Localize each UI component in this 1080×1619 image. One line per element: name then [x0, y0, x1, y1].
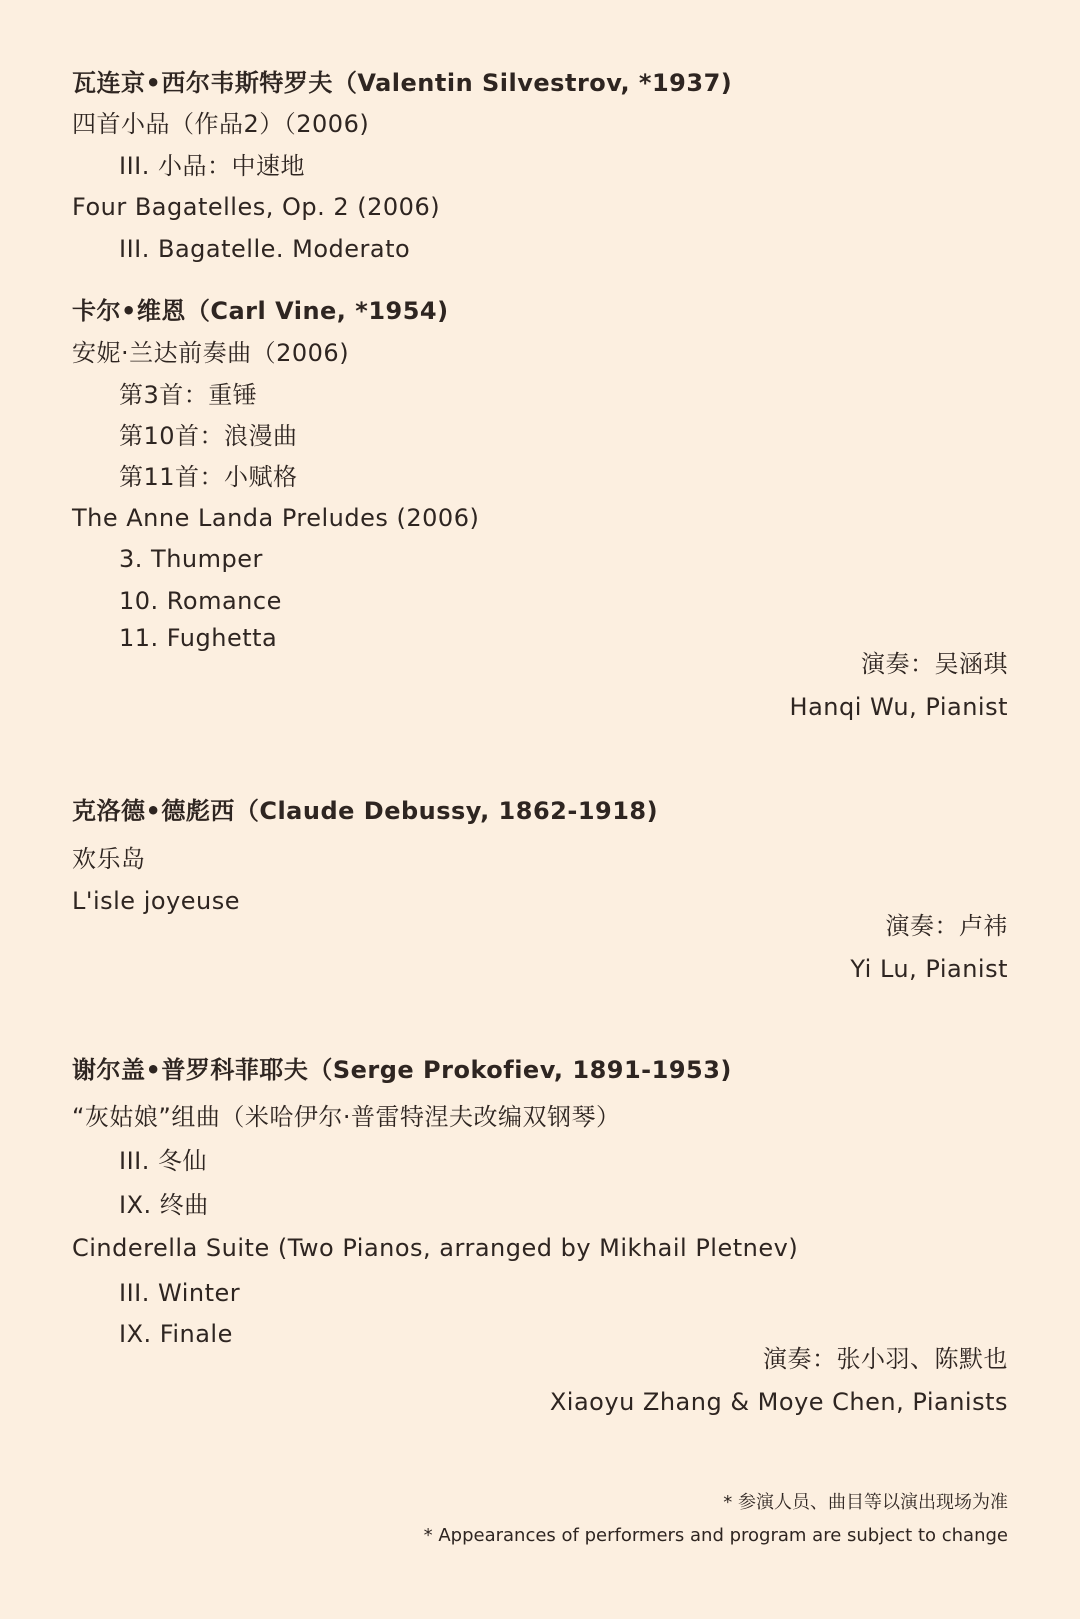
- movement-cn: 第3首：重锤: [119, 381, 258, 409]
- movement-cn: III. 小品：中速地: [119, 152, 305, 180]
- movement-cn: 第10首：浪漫曲: [119, 422, 298, 450]
- footnote-cn: * 参演人员、曲目等以演出现场为准: [723, 1492, 1008, 1513]
- movement-en: 10. Romance: [119, 587, 282, 615]
- movement-en: III. Bagatelle. Moderato: [119, 235, 411, 263]
- footnote-en: * Appearances of performers and program are subject to change: [423, 1525, 1008, 1546]
- work-title-en: L'isle joyeuse: [72, 887, 241, 915]
- work-title-cn: 四首小品（作品2）（2006): [72, 110, 370, 138]
- performer-cn: 演奏：吴涵琪: [861, 650, 1008, 678]
- composer-heading: 瓦连京•西尔韦斯特罗夫（Valentin Silvestrov, *1937): [72, 69, 733, 97]
- work-title-en: The Anne Landa Preludes (2006): [72, 504, 480, 532]
- composer-heading: 谢尔盖•普罗科菲耶夫（Serge Prokofiev, 1891-1953): [72, 1056, 732, 1084]
- performer-en: Xiaoyu Zhang & Moye Chen, Pianists: [549, 1388, 1008, 1416]
- movement-cn: IX. 终曲: [119, 1191, 209, 1219]
- work-title-cn: 欢乐岛: [72, 845, 146, 873]
- movement-en: IX. Finale: [119, 1320, 233, 1348]
- work-title-cn: 安妮·兰达前奏曲（2006): [72, 339, 350, 367]
- work-title-cn: “灰姑娘”组曲（米哈伊尔·普雷特涅夫改编双钢琴）: [72, 1103, 621, 1131]
- movement-cn: 第11首：小赋格: [119, 463, 298, 491]
- work-title-en: Four Bagatelles, Op. 2 (2006): [72, 193, 441, 221]
- movement-en: 3. Thumper: [119, 545, 263, 573]
- performer-cn: 演奏：张小羽、陈默也: [763, 1345, 1008, 1373]
- performer-cn: 演奏：卢祎: [885, 912, 1008, 940]
- movement-en: III. Winter: [119, 1279, 241, 1307]
- work-title-en: Cinderella Suite (Two Pianos, arranged by Mikhail Pletnev): [72, 1234, 799, 1262]
- movement-cn: III. 冬仙: [119, 1147, 207, 1175]
- composer-heading: 卡尔•维恩（Carl Vine, *1954): [72, 297, 449, 325]
- performer-en: Hanqi Wu, Pianist: [789, 693, 1008, 721]
- movement-en: 11. Fughetta: [119, 624, 278, 652]
- performer-en: Yi Lu, Pianist: [850, 955, 1008, 983]
- composer-heading: 克洛德•德彪西（Claude Debussy, 1862-1918): [72, 797, 659, 825]
